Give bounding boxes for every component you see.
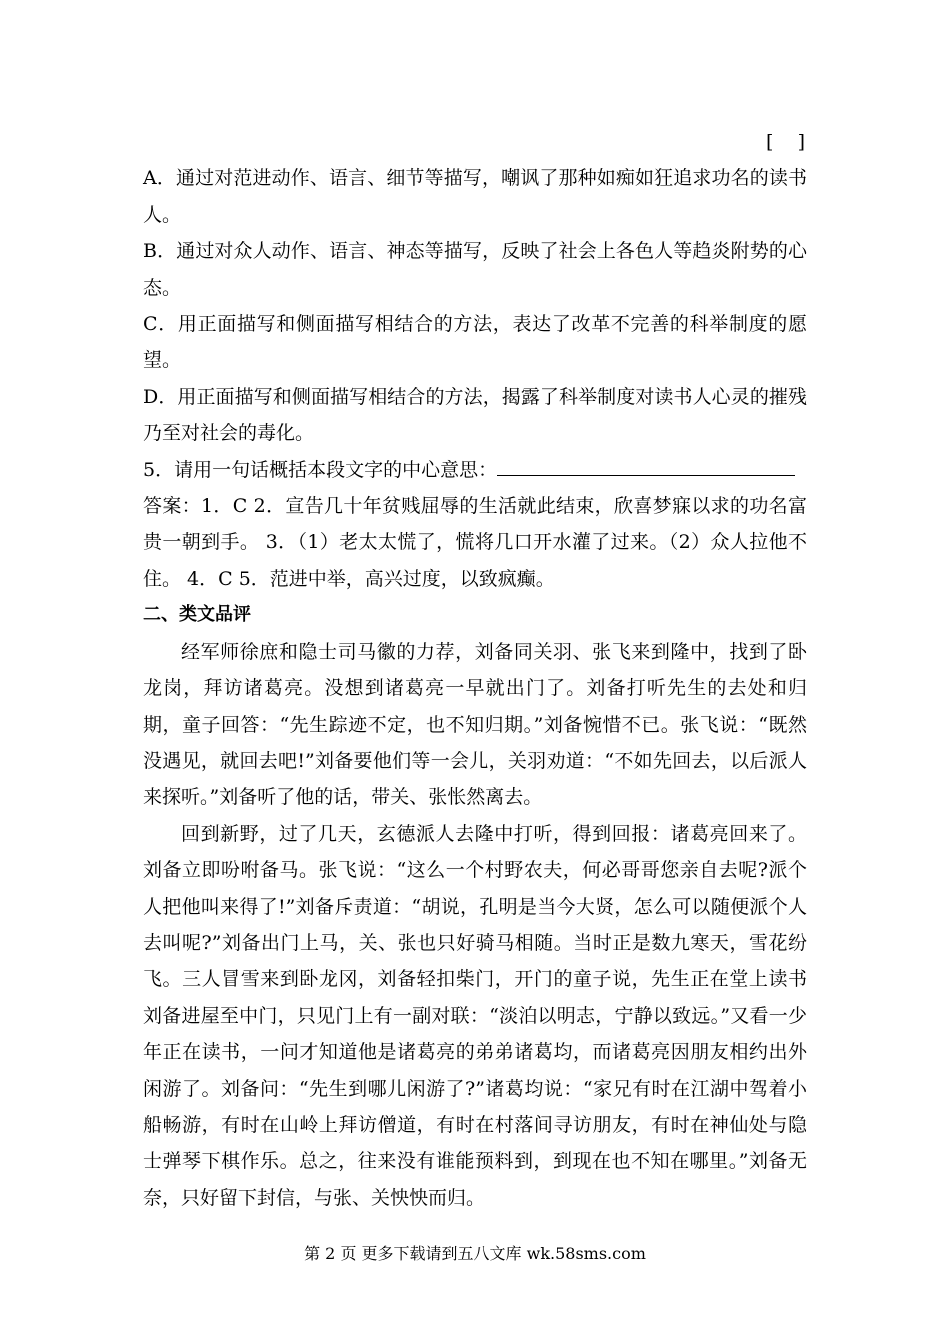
answer-blank-line bbox=[497, 457, 795, 476]
page-footer: 第 2 页 更多下载请到五八文库 wk.58sms.com bbox=[304, 1244, 646, 1263]
page-content bbox=[143, 124, 807, 1216]
option-b: B．通过对众人动作、语言、神态等描写，反映了社会上各色人等趋炎附势的心态。 bbox=[143, 240, 807, 299]
passage-paragraph-1: 经军师徐庶和隐士司马徽的力荐，刘备同关羽、张飞来到隆中，找到了卧龙岗，拜访诸葛亮。没想到诸葛亮一早就出门了。刘备打听先生的去处和归期，童子回答：“先生踪迹不定，也不知归期。”刘备惋惜不已。张飞说：“既然没遇见，就回去吧!”刘备要他们等一会儿，关羽劝道：“不如先回去，以后派人来探听。”刘备听了他的话，带关、张怅然离去。 bbox=[143, 640, 807, 809]
option-c: C．用正面描写和侧面描写相结合的方法，表达了改革不完善的科举制度的愿望。 bbox=[143, 313, 807, 372]
passage-paragraph-2: 回到新野，过了几天，玄德派人去隆中打听，得到回报：诸葛亮回来了。刘备立即吩咐备马。张飞说：“这么一个村野农夫，何必哥哥您亲自去呢?派个人把他叫来得了!”刘备斥责道：“胡说，孔明是当今大贤，怎么可以随便派个人去叫呢?”刘备出门上马，关、张也只好骑马相随。当时正是数九寒天，雪花纷飞。三人冒雪来到卧龙冈，刘备轻扣柴门，开门的童子说，先生正在堂上读书刘备进屋至中门，只见门上有一副对联：“淡泊以明志，宁静以致远。”又看一少年正在读书，一问才知道他是诸葛亮的弟弟诸葛均，而诸葛亮因朋友相约出外闲游了。刘备问：“先生到哪儿闲游了?”诸葛均说：“家兄有时在江湖中驾着小船畅游，有时在山岭上拜访僧道，有时在村落间寻访朋友，有时在神仙处与隐士弹琴下棋作乐。总之，往来没有谁能预料到，到现在也不知在哪里。”刘备无奈，只好留下封信，与张、关怏怏而归。 bbox=[143, 822, 807, 1209]
answer-key: 答案：1．C 2．宣告几十年贫贱屈辱的生活就此结束，欣喜梦寐以求的功名富贵一朝到手。 3．（1）老太太慌了，慌将几口开水灌了过来。（2）众人拉他不住。 4．C 5．范进中举，高兴过度，以致疯癫。 bbox=[143, 495, 807, 590]
question-5-text: 5．请用一句话概括本段文字的中心意思： bbox=[143, 458, 498, 481]
option-d: D．用正面描写和侧面描写相结合的方法，揭露了科举制度对读书人心灵的摧残乃至对社会的毒化。 bbox=[143, 385, 807, 445]
section-heading: 二、类文品评 bbox=[143, 604, 251, 626]
answer-bracket: [ ] bbox=[766, 131, 805, 153]
option-a: A．通过对范进动作、语言、细节等描写，嘲讽了那种如痴如狂追求功名的读书人。 bbox=[143, 167, 807, 226]
question-5 bbox=[143, 452, 807, 488]
